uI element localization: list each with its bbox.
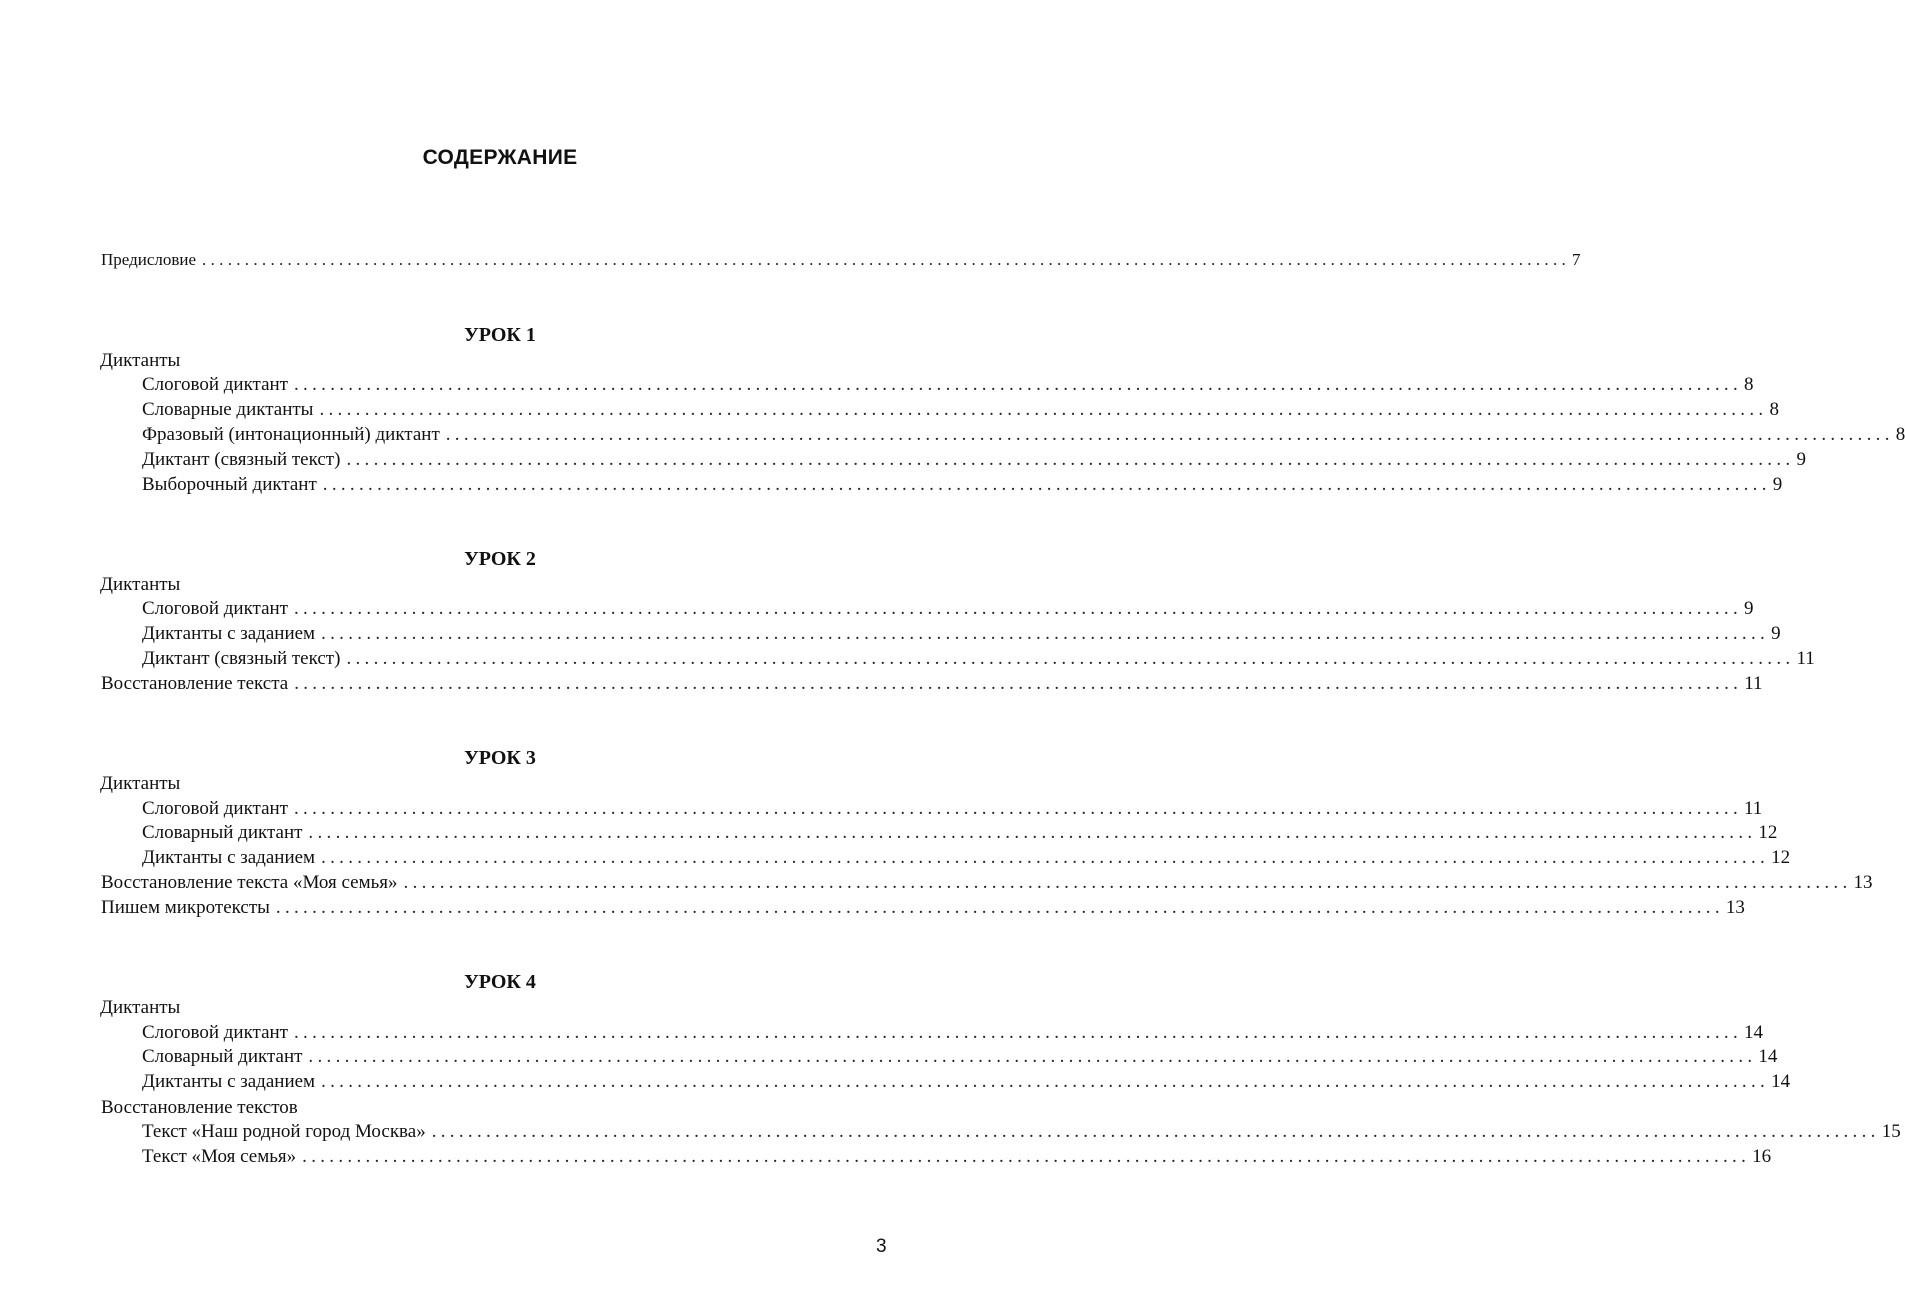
section-heading: Диктанты [100, 997, 181, 1018]
toc-entry[interactable] [142, 474, 1783, 498]
toc-entry-page: 13 [1725, 897, 1745, 918]
dot-leader: ................................................................................................................................................................ [302, 1146, 1751, 1167]
page-title: СОДЕРЖАНИЕ [422, 146, 578, 169]
section-heading: Диктанты [100, 574, 181, 595]
dot-leader: ................................................................................................................................................................ [294, 673, 1743, 694]
dot-leader: ................................................................................................................................................................ [308, 822, 1757, 843]
lesson-heading-1: УРОК 1 [464, 324, 536, 346]
toc-entry-label: Диктанты с заданием [142, 623, 316, 644]
dot-leader: ................................................................................................................................................................ [445, 424, 1894, 445]
toc-entry-label: Текст «Наш родной город Москва» [142, 1121, 426, 1142]
toc-entry-label: Восстановление текста [101, 673, 289, 694]
dot-leader: ................................................................................................................................................................ [322, 474, 1771, 495]
toc-entry-label: Предисловие [101, 250, 197, 269]
toc-entry-page: 8 [1895, 424, 1905, 445]
lesson-heading-3: УРОК 3 [464, 747, 536, 769]
toc-entry-page: 9 [1796, 449, 1806, 470]
toc-entry-page: 8 [1769, 399, 1779, 420]
toc-entry-page: 16 [1752, 1146, 1772, 1167]
toc-entry-label: Слоговой диктант [142, 374, 288, 395]
section-heading: Восстановление текстов [101, 1097, 298, 1118]
toc-entry[interactable] [142, 424, 1905, 448]
section-heading: Диктанты [100, 773, 181, 794]
toc-entry-label: Диктанты с заданием [142, 1071, 316, 1092]
toc-entry-page: 11 [1796, 648, 1815, 669]
toc-entry-label: Словарный диктант [142, 822, 303, 843]
toc-entry-page: 14 [1771, 1071, 1791, 1092]
dot-leader: ................................................................................................................................................................ [321, 623, 1770, 644]
toc-entry-page: 12 [1771, 847, 1791, 868]
toc-entry-label: Словарные диктанты [142, 399, 314, 420]
toc-entry-label: Пишем микротексты [101, 897, 270, 918]
toc-entry[interactable] [142, 1071, 1791, 1095]
toc-entry[interactable] [142, 374, 1754, 398]
toc-entry[interactable] [101, 673, 1763, 697]
dot-leader: ................................................................................................................................................................ [346, 449, 1795, 470]
dot-leader: ................................................................................................................................................................ [308, 1046, 1757, 1067]
dot-leader: ................................................................................................................................................................ [275, 897, 1724, 918]
toc-entry-label: Фразовый (интонационный) диктант [142, 424, 440, 445]
toc-entry[interactable] [142, 399, 1779, 423]
lesson-heading-2: УРОК 2 [464, 548, 536, 570]
toc-entry[interactable] [142, 1146, 1772, 1170]
dot-leader: ................................................................................................................................................................ [294, 798, 1742, 819]
toc-entry-page: 12 [1758, 822, 1778, 843]
toc-entry-page: 11 [1744, 673, 1763, 694]
dot-leader: ................................................................................................................................................................ [319, 399, 1768, 420]
toc-entry-label: Текст «Моя семья» [142, 1146, 297, 1167]
dot-leader: ................................................................................................................................................................ [321, 847, 1770, 868]
toc-entry-label: Диктант (связный текст) [142, 648, 341, 669]
toc-entry[interactable] [142, 598, 1754, 622]
dot-leader: ................................................................................................................................................................ [294, 1022, 1742, 1043]
lesson-heading-4: УРОК 4 [464, 971, 536, 993]
toc-entry-label: Восстановление текста «Моя семья» [101, 872, 398, 893]
toc-entry[interactable] [142, 822, 1778, 846]
toc-entry-page: 9 [1772, 474, 1783, 495]
dot-leader: ................................................................................................................................................................ [294, 374, 1742, 395]
toc-entry-label: Слоговой диктант [142, 598, 288, 619]
toc-entry[interactable] [142, 847, 1791, 871]
toc-entry-page: 14 [1744, 1022, 1763, 1043]
toc-entry[interactable] [142, 798, 1763, 822]
toc-entry-page: 9 [1744, 598, 1754, 619]
toc-entry[interactable] [142, 1121, 1901, 1145]
toc-entry-page: 7 [1572, 250, 1581, 269]
toc-entry[interactable] [142, 648, 1815, 672]
dot-leader: ................................................................................................................................................................ [321, 1071, 1770, 1092]
toc-entry[interactable] [101, 897, 1745, 921]
page-number: 3 [876, 1236, 887, 1257]
toc-entry[interactable] [101, 872, 1873, 896]
dot-leader: ................................................................................................................................................................ [403, 872, 1852, 893]
toc-entry[interactable] [142, 1022, 1763, 1046]
toc-entry[interactable] [142, 1046, 1778, 1070]
toc-entry-label: Словарный диктант [142, 1046, 303, 1067]
toc-entry-page: 9 [1771, 623, 1781, 644]
toc-entry-label: Диктант (связный текст) [142, 449, 341, 470]
toc-entry-page: 8 [1744, 374, 1754, 395]
toc-entry-label: Слоговой диктант [142, 1022, 288, 1043]
toc-entry-page: 15 [1881, 1121, 1901, 1142]
dot-leader: ................................................................................................................................................................ [346, 648, 1795, 669]
toc-entry-label: Выборочный диктант [142, 474, 317, 495]
toc-entry-label: Диктанты с заданием [142, 847, 316, 868]
toc-entry-page: 11 [1744, 798, 1763, 819]
toc-entry-page: 14 [1758, 1046, 1778, 1067]
section-heading: Диктанты [100, 350, 181, 371]
toc-entry[interactable] [142, 623, 1781, 647]
dot-leader: ................................................................................................................................................................ [202, 250, 1571, 269]
toc-entry-label: Слоговой диктант [142, 798, 288, 819]
toc-entry-preface[interactable] [101, 250, 1581, 274]
dot-leader: ................................................................................................................................................................ [431, 1121, 1880, 1142]
toc-entry[interactable] [142, 449, 1806, 473]
dot-leader: ................................................................................................................................................................ [294, 598, 1742, 619]
toc-entry-page: 13 [1853, 872, 1873, 893]
